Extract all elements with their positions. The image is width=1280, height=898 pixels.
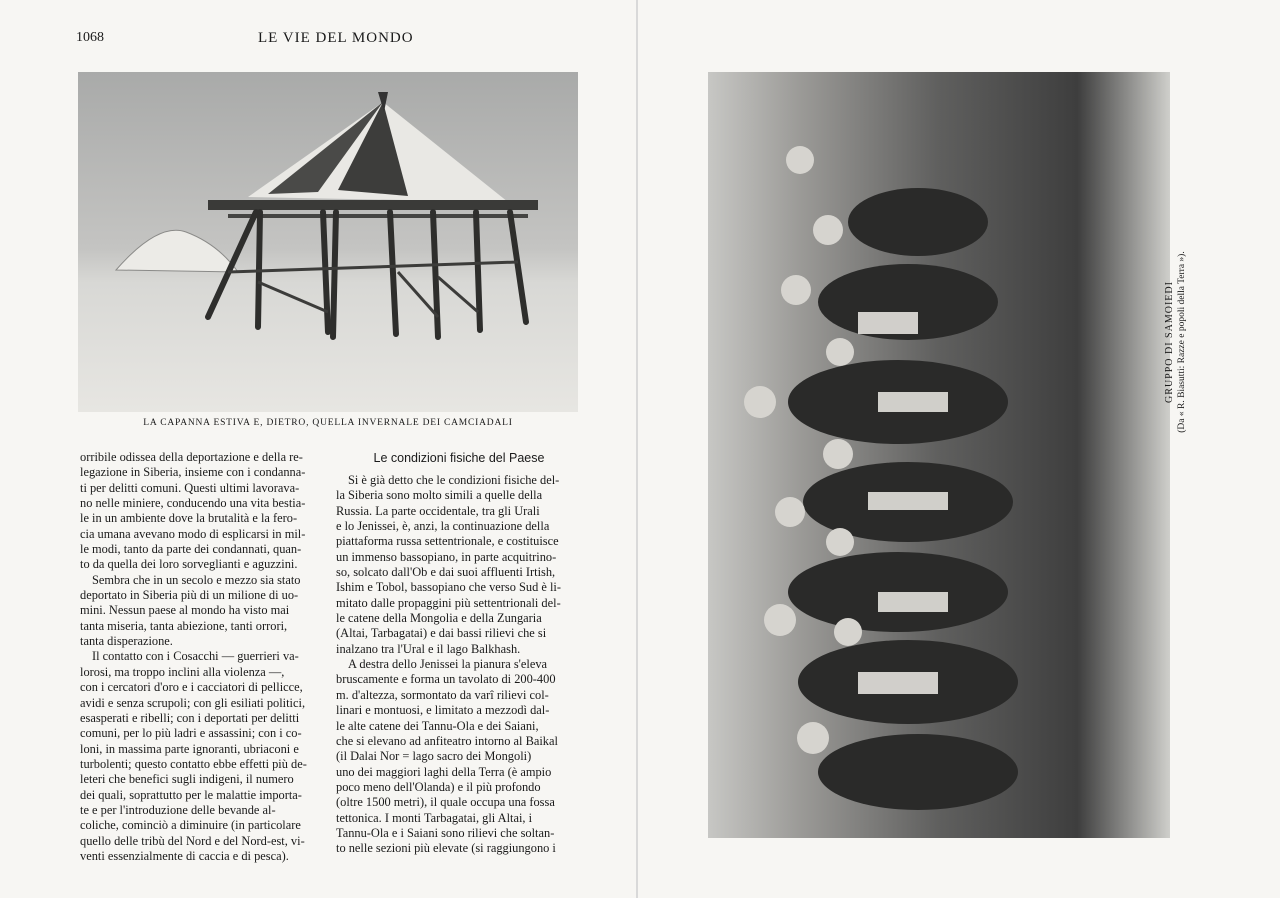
text-line: Il contatto con i Cosacchi — guerrieri va- bbox=[92, 649, 299, 664]
photo-caption: LA CAPANNA ESTIVA E, DIETRO, QUELLA INVERNALE DEI CAMCIADALI bbox=[143, 418, 513, 428]
summer-hut-photo bbox=[78, 72, 578, 412]
samoyed-group-illustration bbox=[708, 72, 1170, 838]
text-line: mini. Nessun paese al mondo ha visto mai bbox=[80, 603, 290, 618]
text-line: poco meno dell'Olanda) e il più profondo bbox=[336, 779, 541, 794]
text-line: mitato dalle propaggini più settentrionali del- bbox=[336, 595, 561, 610]
text-line: uno dei maggiori laghi della Terra (è ampio bbox=[336, 764, 552, 779]
text-line: to nelle sezioni più elevate (si raggiungono i bbox=[336, 841, 556, 856]
text-line: esasperati e ribelli; con i deportati per delitti bbox=[80, 710, 300, 725]
text-line: leteri che benefici sugli indigeni, il numero bbox=[80, 772, 294, 787]
text-line: le catene della Mongolia e della Zungaria bbox=[336, 611, 542, 626]
text-line: (oltre 1500 metri), il quale occupa una fossa bbox=[336, 795, 555, 810]
text-line: un immenso bassopiano, in parte acquitrino- bbox=[336, 549, 557, 564]
text-line: bruscamente e forma un tavolato di 200-400 bbox=[336, 672, 556, 687]
text-line: Si è già detto che le condizioni fisiche del- bbox=[348, 473, 560, 487]
text-line: coliche, cominciò a diminuire (in particolare bbox=[80, 818, 301, 833]
section-heading: Le condizioni fisiche del Paese bbox=[373, 451, 545, 465]
text-line: A destra dello Jenissei la pianura s'eleva bbox=[348, 657, 548, 672]
samoyed-group-photo bbox=[708, 72, 1170, 838]
text-line: dei quali, soprattutto per le malattie importa- bbox=[80, 787, 302, 802]
text-line: cia umana avevano modo di esplicarsi in mil- bbox=[80, 526, 306, 541]
text-line: tanta disperazione. bbox=[80, 634, 173, 649]
text-line: inalzano tra l'Ural e il lago Balkhash. bbox=[336, 641, 521, 656]
text-line: lorosi, ma troppo inclini alla violenza —, bbox=[80, 664, 285, 679]
text-line: linari e montuosi, e limitato a mezzodì dal- bbox=[336, 703, 550, 718]
text-line: e lo Jenissei, è, anzi, la continuazione della bbox=[336, 519, 550, 534]
text-line: no nelle miniere, conducendo una vita bestia- bbox=[80, 496, 306, 511]
text-line: le in un ambiente dove la brutalità e la fero- bbox=[80, 511, 298, 526]
text-line: avidi e senza scrupoli; con gli esiliati politici, bbox=[80, 695, 306, 710]
photo-caption-vertical bbox=[1163, 172, 1189, 512]
text-line: Russia. La parte occidentale, tra gli Urali bbox=[336, 503, 540, 518]
text-line: (Altai, Tarbagatai) e dai bassi rilievi che si bbox=[336, 626, 547, 641]
running-title: LE VIE DEL MONDO bbox=[258, 30, 414, 46]
text-line: le alte catene dei Tannu-Ola e dei Saiani, bbox=[336, 718, 539, 733]
text-line: Tannu-Ola e i Saiani sono rilievi che soltan- bbox=[336, 825, 555, 840]
text-line: turbolenti; questo contatto ebbe effetti più de- bbox=[80, 756, 307, 771]
text-line: m. d'altezza, sormontato da varî rilievi col- bbox=[336, 687, 549, 702]
text-line: deportato in Siberia più di un milione di uo- bbox=[80, 588, 299, 603]
text-line: che si elevano ad anfiteatro intorno al Baikal bbox=[336, 733, 558, 748]
left-text-column bbox=[80, 450, 322, 864]
text-line: le modi, tanto da parte dei condannati, quan- bbox=[80, 542, 302, 557]
text-line: venti essenzialmente di caccia e di pesca). bbox=[80, 848, 289, 863]
text-line: to da quella dei loro sorveglianti e aguzzini. bbox=[80, 557, 298, 572]
caption-title: GRUPPO DI SAMOIEDI bbox=[1164, 281, 1175, 403]
text-line: Ishim e Tobol, bassopiano che verso Sud è li- bbox=[336, 580, 561, 595]
text-line: tettonica. I monti Tarbagatai, gli Altai, i bbox=[336, 810, 533, 825]
summer-hut-illustration bbox=[78, 72, 578, 412]
text-line: (il Dalai Nor = lago sacro dei Mongoli) bbox=[336, 749, 532, 764]
page-number: 1068 bbox=[76, 30, 104, 45]
caption-source: (Da « R. Biasutti: Razze e popoli della Terra »). bbox=[1177, 251, 1187, 433]
text-line: te e per l'introduzione delle bevande al- bbox=[80, 802, 276, 817]
text-line: so, solcato dall'Ob e dai suoi affluenti Irtish, bbox=[336, 565, 556, 580]
right-text-column bbox=[336, 448, 582, 857]
text-line: quello delle tribù del Nord e del Nord-est, vi- bbox=[80, 833, 305, 848]
text-line: con i cercatori d'oro e i cacciatori di pellicce, bbox=[80, 680, 303, 695]
text-line: orribile odissea della deportazione e della re- bbox=[80, 450, 303, 464]
text-line: loni, in massima parte ignoranti, ubriaconi e bbox=[80, 741, 299, 756]
text-line: Sembra che in un secolo e mezzo sia stato bbox=[92, 572, 301, 587]
text-line: ti per delitti comuni. Questi ultimi lavorava- bbox=[80, 480, 300, 495]
text-line: comuni, per lo più ladri e assassini; con i co- bbox=[80, 726, 302, 741]
text-line: tanta miseria, tanta abiezione, tanti orrori, bbox=[80, 618, 288, 633]
text-line: legazione in Siberia, insieme con i condanna- bbox=[80, 465, 306, 480]
text-line: piattaforma russa settentrionale, e costituisce bbox=[336, 534, 559, 549]
text-line: la Siberia sono molto simili a quelle della bbox=[336, 488, 543, 503]
left-page bbox=[0, 0, 636, 898]
